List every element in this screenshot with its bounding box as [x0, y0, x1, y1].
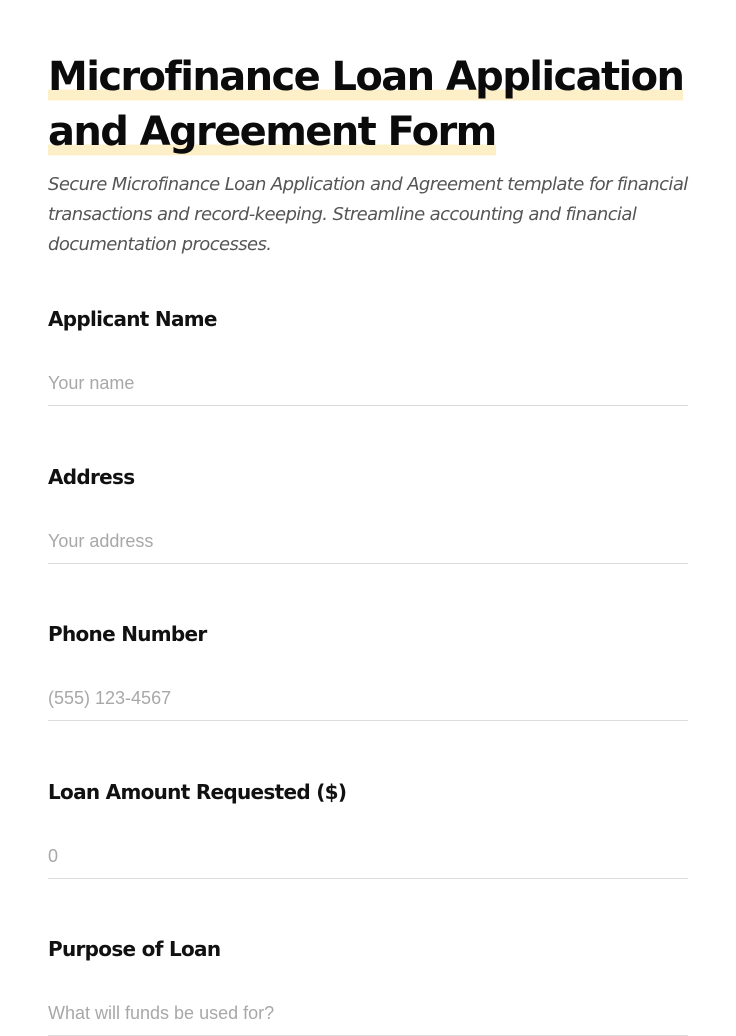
form-container [48, 50, 688, 260]
applicant-name-label: Applicant Name [48, 307, 217, 331]
address-field [48, 464, 688, 564]
form-description: Secure Microfinance Loan Application and Agreement template for financial transactions and record-keeping. Streamline accounting and financial documentation processes. [48, 174, 688, 255]
address-label: Address [48, 465, 135, 489]
phone-number-label: Phone Number [48, 622, 207, 646]
phone-number-field [48, 621, 688, 721]
form-title [48, 50, 688, 160]
form-title-line-1: Microfinance Loan Application [48, 50, 683, 105]
loan-purpose-label: Purpose of Loan [48, 937, 221, 961]
form-title-line-2: and Agreement Form [48, 105, 496, 160]
loan-amount-label: Loan Amount Requested ($) [48, 780, 347, 804]
loan-amount-input[interactable] [48, 835, 688, 879]
loan-purpose-input[interactable] [48, 992, 688, 1036]
loan-amount-field [48, 779, 688, 879]
phone-number-input[interactable] [48, 677, 688, 721]
applicant-name-input[interactable] [48, 362, 688, 406]
address-input[interactable] [48, 520, 688, 564]
applicant-name-field [48, 306, 688, 406]
loan-purpose-field [48, 936, 688, 1036]
